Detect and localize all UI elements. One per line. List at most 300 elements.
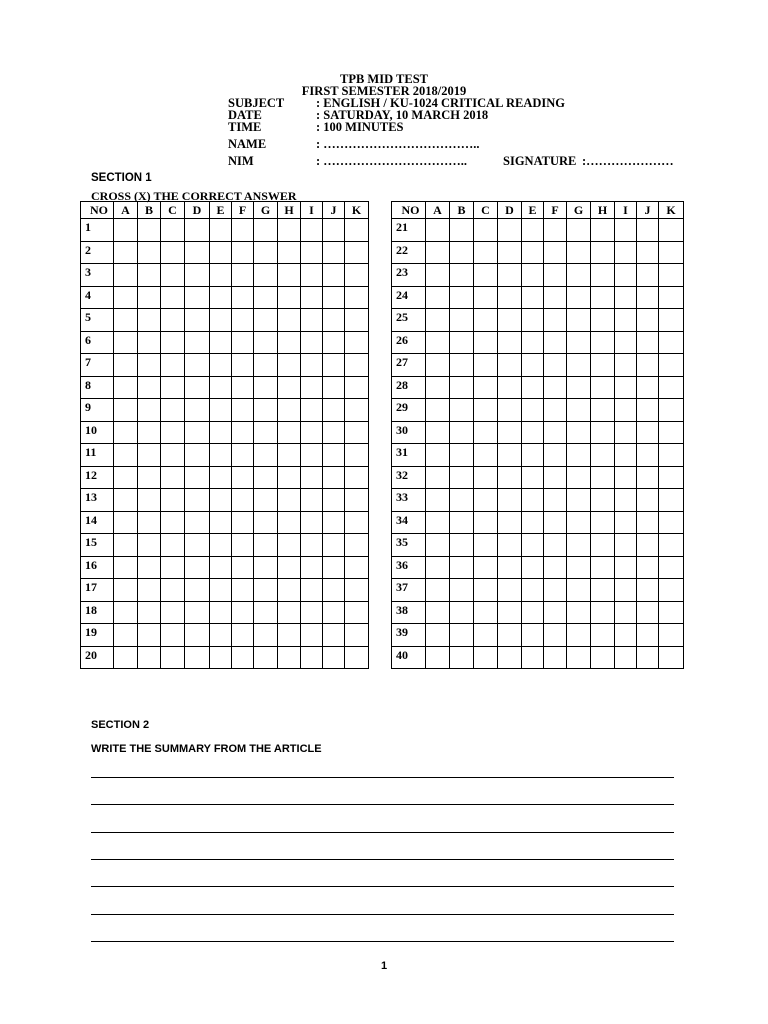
answer-cell-h[interactable]	[591, 489, 615, 512]
answer-cell-i[interactable]	[301, 219, 323, 242]
answer-cell-f[interactable]	[544, 376, 567, 399]
answer-cell-k[interactable]	[659, 579, 684, 602]
answer-cell-j[interactable]	[323, 579, 345, 602]
answer-cell-g[interactable]	[567, 399, 591, 422]
answer-cell-i[interactable]	[301, 466, 323, 489]
answer-cell-j[interactable]	[637, 219, 659, 242]
answer-cell-b[interactable]	[138, 421, 161, 444]
answer-cell-b[interactable]	[138, 556, 161, 579]
summary-line[interactable]	[91, 777, 674, 778]
answer-cell-e[interactable]	[522, 466, 544, 489]
answer-cell-h[interactable]	[591, 534, 615, 557]
answer-cell-a[interactable]	[114, 624, 138, 647]
answer-cell-h[interactable]	[278, 241, 301, 264]
answer-cell-k[interactable]	[659, 421, 684, 444]
answer-cell-i[interactable]	[301, 376, 323, 399]
answer-cell-g[interactable]	[567, 444, 591, 467]
answer-cell-k[interactable]	[345, 264, 369, 287]
answer-cell-d[interactable]	[498, 601, 522, 624]
answer-cell-e[interactable]	[210, 624, 232, 647]
answer-cell-d[interactable]	[498, 354, 522, 377]
answer-cell-j[interactable]	[323, 264, 345, 287]
answer-cell-c[interactable]	[161, 646, 185, 669]
answer-cell-i[interactable]	[615, 421, 637, 444]
answer-cell-j[interactable]	[637, 489, 659, 512]
answer-cell-f[interactable]	[232, 286, 254, 309]
answer-cell-g[interactable]	[254, 421, 278, 444]
answer-cell-g[interactable]	[254, 444, 278, 467]
answer-cell-e[interactable]	[522, 489, 544, 512]
answer-cell-d[interactable]	[498, 646, 522, 669]
answer-cell-e[interactable]	[522, 444, 544, 467]
answer-cell-j[interactable]	[637, 466, 659, 489]
answer-cell-d[interactable]	[185, 241, 210, 264]
answer-cell-k[interactable]	[345, 376, 369, 399]
answer-cell-b[interactable]	[450, 219, 474, 242]
answer-cell-a[interactable]	[114, 354, 138, 377]
answer-cell-d[interactable]	[498, 534, 522, 557]
answer-cell-e[interactable]	[522, 376, 544, 399]
answer-cell-g[interactable]	[254, 376, 278, 399]
answer-cell-i[interactable]	[615, 556, 637, 579]
answer-cell-c[interactable]	[161, 489, 185, 512]
answer-cell-h[interactable]	[591, 309, 615, 332]
answer-cell-k[interactable]	[659, 354, 684, 377]
answer-cell-k[interactable]	[345, 241, 369, 264]
answer-cell-i[interactable]	[615, 511, 637, 534]
answer-cell-c[interactable]	[161, 601, 185, 624]
answer-cell-i[interactable]	[615, 444, 637, 467]
answer-cell-d[interactable]	[498, 399, 522, 422]
answer-cell-a[interactable]	[114, 241, 138, 264]
answer-cell-d[interactable]	[185, 511, 210, 534]
answer-cell-i[interactable]	[615, 354, 637, 377]
answer-cell-i[interactable]	[301, 534, 323, 557]
answer-cell-a[interactable]	[114, 601, 138, 624]
answer-cell-e[interactable]	[522, 354, 544, 377]
answer-cell-h[interactable]	[278, 646, 301, 669]
answer-cell-a[interactable]	[426, 444, 450, 467]
name-field[interactable]: : ………………………………..	[316, 137, 480, 151]
answer-cell-f[interactable]	[232, 444, 254, 467]
answer-cell-g[interactable]	[254, 624, 278, 647]
answer-cell-h[interactable]	[278, 219, 301, 242]
answer-cell-d[interactable]	[185, 646, 210, 669]
answer-cell-a[interactable]	[426, 331, 450, 354]
answer-cell-c[interactable]	[474, 624, 498, 647]
answer-cell-e[interactable]	[210, 601, 232, 624]
answer-cell-g[interactable]	[254, 489, 278, 512]
answer-cell-b[interactable]	[450, 444, 474, 467]
answer-cell-c[interactable]	[474, 511, 498, 534]
answer-cell-c[interactable]	[474, 421, 498, 444]
answer-cell-j[interactable]	[323, 219, 345, 242]
answer-cell-f[interactable]	[232, 331, 254, 354]
answer-cell-e[interactable]	[522, 624, 544, 647]
answer-cell-g[interactable]	[254, 309, 278, 332]
answer-cell-e[interactable]	[522, 264, 544, 287]
answer-cell-g[interactable]	[567, 286, 591, 309]
answer-cell-h[interactable]	[591, 601, 615, 624]
answer-cell-j[interactable]	[637, 444, 659, 467]
answer-cell-d[interactable]	[185, 556, 210, 579]
answer-cell-f[interactable]	[232, 376, 254, 399]
answer-cell-h[interactable]	[278, 331, 301, 354]
answer-cell-k[interactable]	[345, 646, 369, 669]
answer-cell-h[interactable]	[591, 421, 615, 444]
answer-cell-e[interactable]	[210, 241, 232, 264]
answer-cell-k[interactable]	[345, 399, 369, 422]
answer-cell-b[interactable]	[450, 376, 474, 399]
answer-cell-h[interactable]	[591, 219, 615, 242]
answer-cell-h[interactable]	[278, 354, 301, 377]
answer-cell-j[interactable]	[637, 376, 659, 399]
answer-cell-e[interactable]	[210, 219, 232, 242]
answer-cell-f[interactable]	[232, 579, 254, 602]
answer-cell-i[interactable]	[615, 466, 637, 489]
answer-cell-i[interactable]	[301, 556, 323, 579]
summary-line[interactable]	[91, 859, 674, 860]
answer-cell-e[interactable]	[522, 556, 544, 579]
answer-cell-h[interactable]	[591, 354, 615, 377]
answer-cell-b[interactable]	[450, 399, 474, 422]
answer-cell-g[interactable]	[567, 511, 591, 534]
answer-cell-i[interactable]	[615, 309, 637, 332]
answer-cell-f[interactable]	[232, 466, 254, 489]
answer-cell-a[interactable]	[426, 466, 450, 489]
answer-cell-d[interactable]	[185, 331, 210, 354]
answer-cell-j[interactable]	[637, 309, 659, 332]
answer-cell-k[interactable]	[345, 556, 369, 579]
answer-cell-h[interactable]	[591, 264, 615, 287]
answer-cell-i[interactable]	[301, 354, 323, 377]
answer-cell-j[interactable]	[323, 489, 345, 512]
answer-cell-k[interactable]	[659, 331, 684, 354]
answer-cell-k[interactable]	[345, 331, 369, 354]
answer-cell-d[interactable]	[185, 399, 210, 422]
answer-cell-g[interactable]	[254, 646, 278, 669]
answer-cell-j[interactable]	[637, 399, 659, 422]
answer-cell-k[interactable]	[659, 309, 684, 332]
answer-cell-f[interactable]	[232, 219, 254, 242]
answer-cell-h[interactable]	[278, 286, 301, 309]
answer-cell-g[interactable]	[254, 354, 278, 377]
answer-cell-i[interactable]	[615, 579, 637, 602]
answer-cell-d[interactable]	[185, 534, 210, 557]
answer-cell-i[interactable]	[301, 399, 323, 422]
answer-cell-d[interactable]	[185, 624, 210, 647]
answer-cell-e[interactable]	[522, 511, 544, 534]
answer-cell-j[interactable]	[323, 511, 345, 534]
answer-cell-a[interactable]	[114, 219, 138, 242]
answer-cell-g[interactable]	[254, 399, 278, 422]
answer-cell-d[interactable]	[185, 444, 210, 467]
answer-cell-k[interactable]	[345, 624, 369, 647]
answer-cell-g[interactable]	[254, 579, 278, 602]
answer-cell-a[interactable]	[426, 241, 450, 264]
answer-cell-b[interactable]	[450, 309, 474, 332]
answer-cell-h[interactable]	[278, 489, 301, 512]
answer-cell-g[interactable]	[254, 241, 278, 264]
answer-cell-j[interactable]	[323, 376, 345, 399]
answer-cell-j[interactable]	[637, 331, 659, 354]
answer-cell-j[interactable]	[637, 286, 659, 309]
answer-cell-e[interactable]	[522, 331, 544, 354]
answer-cell-k[interactable]	[659, 624, 684, 647]
answer-cell-a[interactable]	[114, 466, 138, 489]
answer-cell-f[interactable]	[544, 489, 567, 512]
answer-cell-f[interactable]	[544, 444, 567, 467]
answer-cell-j[interactable]	[323, 534, 345, 557]
answer-cell-i[interactable]	[301, 331, 323, 354]
answer-cell-d[interactable]	[185, 579, 210, 602]
answer-cell-h[interactable]	[278, 624, 301, 647]
answer-cell-i[interactable]	[615, 646, 637, 669]
answer-cell-g[interactable]	[254, 331, 278, 354]
answer-cell-h[interactable]	[591, 466, 615, 489]
answer-cell-k[interactable]	[659, 466, 684, 489]
answer-cell-e[interactable]	[210, 646, 232, 669]
answer-cell-c[interactable]	[161, 354, 185, 377]
answer-cell-j[interactable]	[323, 556, 345, 579]
answer-cell-i[interactable]	[615, 601, 637, 624]
answer-cell-c[interactable]	[161, 241, 185, 264]
answer-cell-b[interactable]	[138, 601, 161, 624]
answer-cell-i[interactable]	[615, 376, 637, 399]
answer-cell-k[interactable]	[345, 444, 369, 467]
answer-cell-i[interactable]	[615, 489, 637, 512]
answer-cell-h[interactable]	[278, 264, 301, 287]
answer-cell-h[interactable]	[591, 286, 615, 309]
answer-cell-b[interactable]	[138, 534, 161, 557]
answer-cell-b[interactable]	[450, 534, 474, 557]
answer-cell-e[interactable]	[210, 421, 232, 444]
answer-cell-e[interactable]	[210, 309, 232, 332]
answer-cell-j[interactable]	[323, 466, 345, 489]
answer-cell-g[interactable]	[567, 646, 591, 669]
answer-cell-b[interactable]	[450, 421, 474, 444]
answer-cell-a[interactable]	[114, 286, 138, 309]
answer-cell-f[interactable]	[232, 624, 254, 647]
answer-cell-h[interactable]	[278, 444, 301, 467]
answer-cell-j[interactable]	[637, 241, 659, 264]
answer-cell-d[interactable]	[185, 376, 210, 399]
answer-cell-d[interactable]	[185, 264, 210, 287]
answer-cell-d[interactable]	[498, 286, 522, 309]
answer-cell-f[interactable]	[544, 331, 567, 354]
answer-cell-f[interactable]	[232, 534, 254, 557]
answer-cell-e[interactable]	[522, 286, 544, 309]
answer-cell-i[interactable]	[615, 624, 637, 647]
answer-cell-g[interactable]	[254, 534, 278, 557]
answer-cell-f[interactable]	[544, 354, 567, 377]
answer-cell-d[interactable]	[498, 466, 522, 489]
answer-cell-h[interactable]	[591, 331, 615, 354]
answer-cell-c[interactable]	[161, 286, 185, 309]
answer-cell-k[interactable]	[345, 489, 369, 512]
answer-cell-b[interactable]	[450, 556, 474, 579]
answer-cell-k[interactable]	[345, 601, 369, 624]
answer-cell-k[interactable]	[659, 646, 684, 669]
answer-cell-i[interactable]	[301, 264, 323, 287]
answer-cell-f[interactable]	[544, 579, 567, 602]
answer-cell-h[interactable]	[591, 556, 615, 579]
answer-cell-a[interactable]	[426, 489, 450, 512]
answer-cell-i[interactable]	[301, 309, 323, 332]
answer-cell-f[interactable]	[232, 399, 254, 422]
answer-cell-d[interactable]	[498, 624, 522, 647]
answer-cell-d[interactable]	[185, 286, 210, 309]
answer-cell-k[interactable]	[659, 219, 684, 242]
answer-cell-a[interactable]	[114, 646, 138, 669]
answer-cell-d[interactable]	[185, 219, 210, 242]
answer-cell-k[interactable]	[659, 399, 684, 422]
answer-cell-k[interactable]	[345, 534, 369, 557]
summary-line[interactable]	[91, 886, 674, 887]
answer-cell-c[interactable]	[161, 331, 185, 354]
answer-cell-e[interactable]	[210, 444, 232, 467]
answer-cell-i[interactable]	[301, 286, 323, 309]
answer-cell-k[interactable]	[659, 444, 684, 467]
answer-cell-j[interactable]	[323, 354, 345, 377]
answer-cell-g[interactable]	[567, 354, 591, 377]
answer-cell-k[interactable]	[659, 241, 684, 264]
answer-cell-b[interactable]	[138, 624, 161, 647]
answer-cell-i[interactable]	[615, 219, 637, 242]
answer-cell-e[interactable]	[522, 399, 544, 422]
answer-cell-a[interactable]	[426, 309, 450, 332]
answer-cell-c[interactable]	[161, 624, 185, 647]
answer-cell-g[interactable]	[254, 264, 278, 287]
answer-cell-h[interactable]	[591, 511, 615, 534]
answer-cell-e[interactable]	[210, 331, 232, 354]
answer-cell-k[interactable]	[345, 579, 369, 602]
answer-cell-g[interactable]	[567, 241, 591, 264]
answer-cell-c[interactable]	[161, 579, 185, 602]
answer-cell-e[interactable]	[210, 264, 232, 287]
answer-cell-g[interactable]	[567, 309, 591, 332]
answer-cell-g[interactable]	[567, 331, 591, 354]
answer-cell-b[interactable]	[138, 489, 161, 512]
answer-cell-f[interactable]	[232, 264, 254, 287]
answer-cell-k[interactable]	[345, 421, 369, 444]
answer-cell-a[interactable]	[426, 556, 450, 579]
answer-cell-a[interactable]	[114, 511, 138, 534]
answer-cell-h[interactable]	[591, 444, 615, 467]
signature-field[interactable]: :…………………	[582, 154, 674, 168]
answer-cell-b[interactable]	[450, 286, 474, 309]
answer-cell-h[interactable]	[591, 399, 615, 422]
answer-cell-h[interactable]	[591, 579, 615, 602]
answer-cell-a[interactable]	[426, 354, 450, 377]
answer-cell-f[interactable]	[544, 241, 567, 264]
answer-cell-d[interactable]	[498, 489, 522, 512]
answer-cell-d[interactable]	[498, 579, 522, 602]
answer-cell-a[interactable]	[426, 601, 450, 624]
answer-cell-b[interactable]	[138, 219, 161, 242]
answer-cell-i[interactable]	[301, 624, 323, 647]
answer-cell-k[interactable]	[345, 466, 369, 489]
answer-cell-j[interactable]	[637, 624, 659, 647]
answer-cell-g[interactable]	[567, 376, 591, 399]
answer-cell-j[interactable]	[323, 421, 345, 444]
answer-cell-k[interactable]	[659, 286, 684, 309]
answer-cell-k[interactable]	[659, 601, 684, 624]
answer-cell-j[interactable]	[637, 601, 659, 624]
answer-cell-e[interactable]	[522, 421, 544, 444]
answer-cell-c[interactable]	[474, 241, 498, 264]
answer-cell-j[interactable]	[637, 264, 659, 287]
answer-cell-f[interactable]	[544, 286, 567, 309]
answer-cell-c[interactable]	[474, 264, 498, 287]
answer-cell-b[interactable]	[138, 264, 161, 287]
answer-cell-f[interactable]	[544, 466, 567, 489]
answer-cell-d[interactable]	[498, 421, 522, 444]
answer-cell-c[interactable]	[161, 534, 185, 557]
answer-cell-f[interactable]	[544, 601, 567, 624]
answer-cell-h[interactable]	[278, 579, 301, 602]
answer-cell-b[interactable]	[450, 489, 474, 512]
answer-cell-a[interactable]	[114, 309, 138, 332]
answer-cell-k[interactable]	[345, 309, 369, 332]
answer-cell-c[interactable]	[474, 579, 498, 602]
answer-cell-e[interactable]	[522, 646, 544, 669]
answer-cell-b[interactable]	[138, 646, 161, 669]
answer-cell-j[interactable]	[323, 624, 345, 647]
answer-cell-e[interactable]	[522, 219, 544, 242]
answer-cell-k[interactable]	[345, 219, 369, 242]
answer-cell-a[interactable]	[114, 399, 138, 422]
answer-cell-a[interactable]	[114, 444, 138, 467]
answer-cell-c[interactable]	[474, 219, 498, 242]
answer-cell-f[interactable]	[232, 646, 254, 669]
answer-cell-g[interactable]	[254, 511, 278, 534]
answer-cell-d[interactable]	[498, 241, 522, 264]
answer-cell-g[interactable]	[254, 601, 278, 624]
answer-cell-e[interactable]	[210, 579, 232, 602]
answer-cell-e[interactable]	[522, 309, 544, 332]
answer-cell-h[interactable]	[591, 376, 615, 399]
answer-cell-c[interactable]	[474, 646, 498, 669]
answer-cell-h[interactable]	[278, 399, 301, 422]
answer-cell-g[interactable]	[567, 421, 591, 444]
answer-cell-e[interactable]	[522, 579, 544, 602]
answer-cell-f[interactable]	[232, 489, 254, 512]
answer-cell-h[interactable]	[591, 241, 615, 264]
answer-cell-d[interactable]	[498, 511, 522, 534]
answer-cell-c[interactable]	[474, 399, 498, 422]
summary-line[interactable]	[91, 941, 674, 942]
answer-cell-i[interactable]	[301, 511, 323, 534]
answer-cell-b[interactable]	[450, 579, 474, 602]
answer-cell-f[interactable]	[544, 511, 567, 534]
answer-cell-b[interactable]	[450, 466, 474, 489]
answer-cell-d[interactable]	[498, 309, 522, 332]
answer-cell-a[interactable]	[114, 489, 138, 512]
answer-cell-a[interactable]	[426, 421, 450, 444]
answer-cell-k[interactable]	[659, 534, 684, 557]
answer-cell-e[interactable]	[210, 534, 232, 557]
answer-cell-a[interactable]	[426, 511, 450, 534]
answer-cell-d[interactable]	[185, 466, 210, 489]
answer-cell-d[interactable]	[498, 219, 522, 242]
answer-cell-g[interactable]	[567, 264, 591, 287]
answer-cell-b[interactable]	[450, 624, 474, 647]
answer-cell-f[interactable]	[544, 624, 567, 647]
answer-cell-a[interactable]	[426, 579, 450, 602]
answer-cell-b[interactable]	[450, 331, 474, 354]
answer-cell-d[interactable]	[498, 556, 522, 579]
